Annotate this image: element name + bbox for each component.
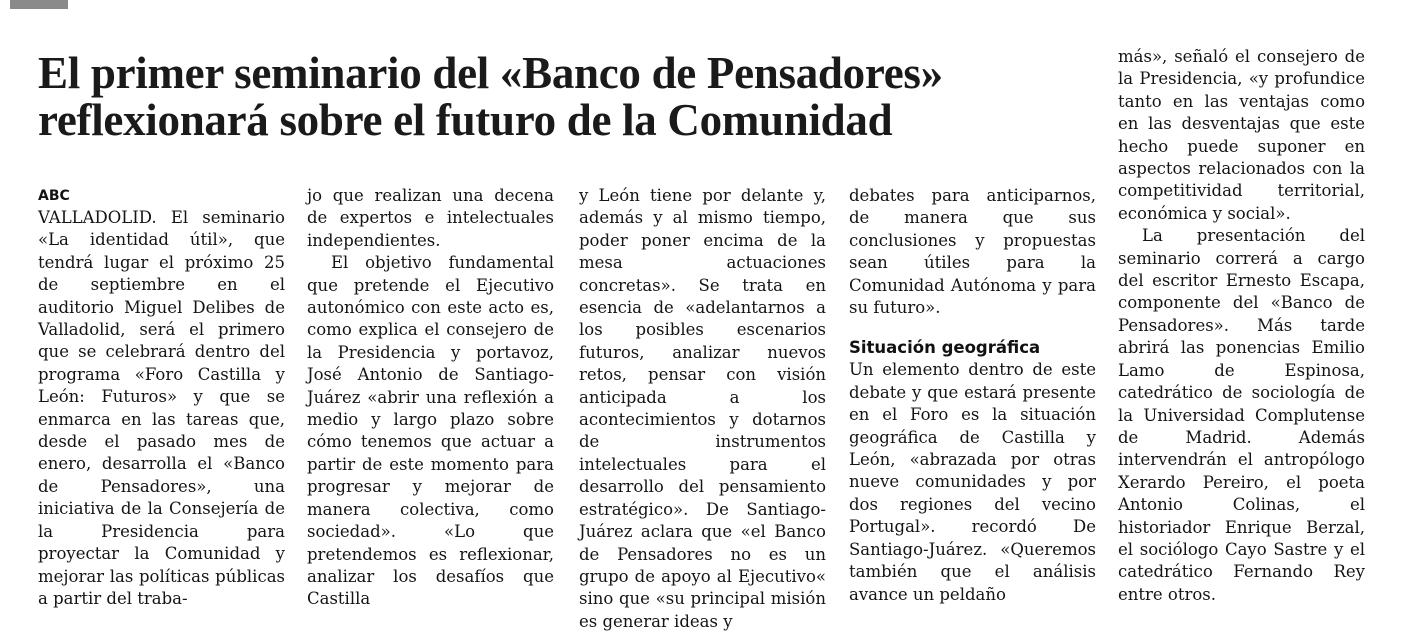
- col2-paragraph-1: jo que realizan una decena de expertos e intelectuales independientes.: [307, 186, 554, 250]
- column-5: [1118, 46, 1365, 606]
- col3-paragraph-1: y León tiene por delante y, además y al mismo tiempo, poder poner encima de la mesa actuaciones concretas». Se trata en esencia de «adelantarnos a los posibles escenarios futuros, analizar nuevos retos, pensar con visión anticipada a los acontecimientos y dotarnos de instrumentos intelectuales para el desarrollo del pensamiento estratégico». De Santiago-Juárez aclara que «el Banco de Pensadores no es un grupo de apoyo al Ejecutivo« sino que «su principal misión es generar ideas y: [579, 186, 826, 631]
- col1-text: El seminario «La identidad útil», que tendrá lugar el próximo 25 de septiembre en el auditorio Miguel Delibes de Valladolid, será el primero que se celebrará dentro del programa «Foro Castilla y León: Futuros» y que se enmarca en las tareas que, desde el pasado mes de enero, desarrolla el «Banco de Pensadores», una iniciativa de la Consejería de la Presidencia para proyectar la Comunidad y mejorar las políticas públicas a partir del traba-: [38, 208, 285, 608]
- column-2: [307, 185, 554, 611]
- col5-paragraph-2: La presentación del seminario correrá a cargo del escritor Ernesto Escapa, componente del «Banco de Pensadores». Más tarde abrirá las ponencias Emilio Lamo de Espinosa, catedrático de sociología de la Universidad Complutense de Madrid. Además intervendrán el antropólogo Xerardo Pereiro, el poeta Antonio Colinas, el historiador Enrique Berzal, el sociólogo Cayo Sastre y el catedrático Fernando Rey entre otros.: [1118, 226, 1365, 604]
- section-subhead: Situación geográfica: [849, 338, 1041, 358]
- byline: ABC: [38, 188, 70, 204]
- col4-paragraph-1: debates para anticiparnos, de manera que sus conclusiones y propuestas sean útiles para la Comunidad Autónoma y para su futuro».: [849, 186, 1096, 318]
- headline-line-2: reflexionará sobre el futuro de la Comunidad: [38, 95, 893, 145]
- lead-paragraph: [38, 207, 285, 610]
- column-4: [849, 185, 1096, 606]
- column-3: [579, 185, 826, 633]
- scan-edge-mark: [10, 0, 68, 9]
- headline-line-1: El primer seminario del «Banco de Pensadores»: [38, 48, 943, 98]
- col5-paragraph-1: más», señaló el consejero de la Presidencia, «y profundice tanto en las ventajas como en las desventajas que este hecho puede suponer en aspectos relacionados con la competitividad territorial, económica y social».: [1118, 47, 1365, 223]
- column-1: [38, 185, 285, 610]
- col4-paragraph-2: Un elemento dentro de este debate y que estará presente en el Foro es la situación geográfica de Castilla y León, «abrazada por otras nueve comunidades y por dos regiones del vecino Portugal». recordó De Santiago-Juárez. «Queremos también que el análisis avance un peldaño: [849, 360, 1096, 604]
- dateline: VALLADOLID.: [38, 208, 157, 227]
- col2-paragraph-2: El objetivo fundamental que pretende el Ejecutivo autonómico con este acto es, como explica el consejero de la Presidencia y portavoz, José Antonio de Santiago-Juárez «abrir una reflexión a medio y largo plazo sobre cómo tenemos que actuar a partir de este momento para progresar y mejorar de manera colectiva, como sociedad». «Lo que pretendemos es reflexionar, analizar los desafíos que Castilla: [307, 253, 554, 609]
- headline: [38, 50, 1078, 144]
